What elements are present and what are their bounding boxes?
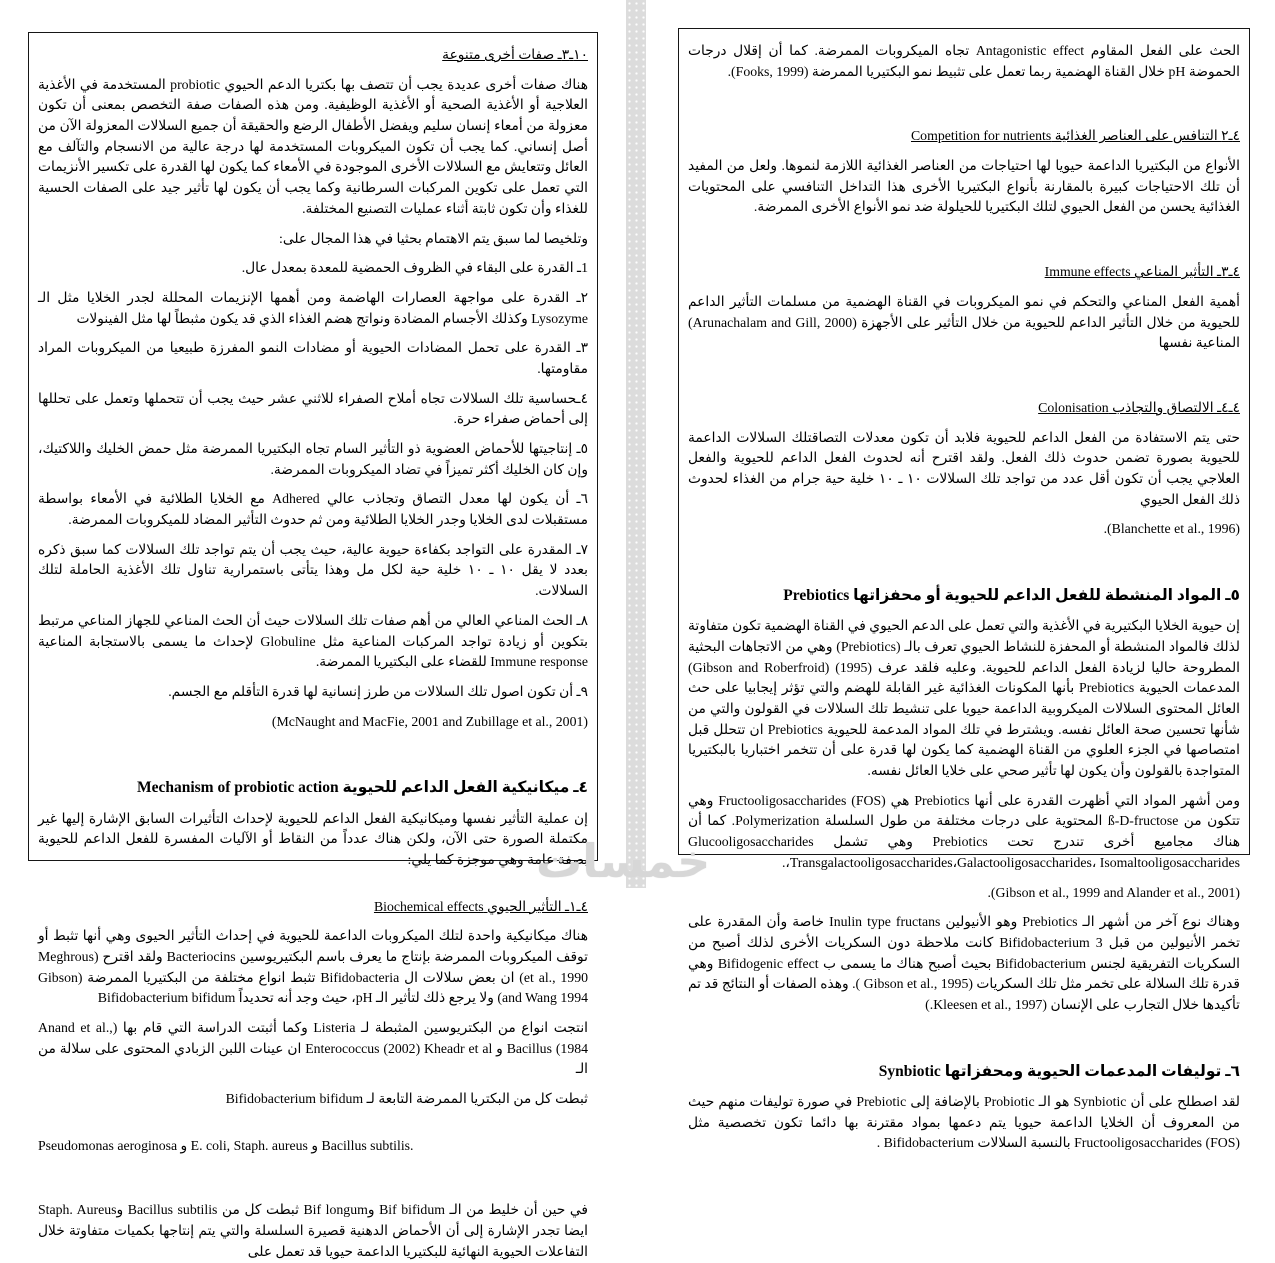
section-heading-underlined: ٤ـ٢ التنافس على العناصر الغذائية Competition for nutrients: [910, 128, 1240, 144]
paragraph: الأنواع من البكتيريا الداعمة حيويا لها احتياجات من العناصر الغذائية اللازمة لنموها. ولعل من المفيد أن تلك الاحتياجات كبيرة بالمقارنة بأنواع البكتيريا الأخرى هذا التداخل التنافسي على المحتويات الغذائية يحسن من الفعل الحيوي لتلك البكتيريا للحيلولة ضد نمو الأنواع الأخرى الممرضة.: [688, 158, 1240, 215]
section-heading-bold: ٤ـ ميكانيكية الفعل الداعم للحيوية Mechanism of probiotic action: [136, 779, 588, 797]
paragraph: هناك ميكانيكية واحدة لتلك الميكروبات الداعمة للحيوية في إحداث التأثير الحيوى وهي أنها تثبط أو توقف الميكروبات الممرضة بإنتاج ما يعرف باسم البكتيريوسين Bacteriocins ولقد اقترح (Meghrous et al., 1990) ان بعض سلالات ال Bifidobacteria تثبط انواع مختلفة من البكتيريا الممرضة (Gibson and Wang 1994) ولا يرجع ذلك لتأثير الـ pH، حيث وجد أنه تحديداً Bifidobacterium bifidum: [38, 928, 589, 1006]
paragraph: هناك صفات أخرى عديدة يجب أن تتصف بها بكتريا الدعم الحيوي probiotic المستخدمة في الأغذية العلاجية أو الأغذية الصحية أو الأغذية الوظيفية. ومن هذه الصفات صفة التخصص بمعنى أن تكون معزولة من أمعاء إنسان سليم ويفضل الأطفال الرضع والحقيقة أن جميع السلالات المعزولة الآن من أصل إنساني. كما يجب أن تكون الميكروبات المستخدمة لها درجة عالية من الانسجام والتآلف مع العائل وتتعايش مع السلالات الأخرى الموجودة في الأمعاء كما يكون لها القدرة على تكسير الأنزيمات التي تعمل على تكوين المركبات السرطانية وكما يجب أن يكون لها تأثير جيد على الصفات الحسية للغذاء وأن تكون ثابتة أثناء عمليات التصنيع المختلفة.: [38, 76, 588, 216]
paragraph: الحث على الفعل المقاوم Antagonistic effect تجاه الميكروبات الممرضة. كما أن إقلال درجات الحموضة pH خلال القناة الهضمية ربما تعمل على تثبيط نمو البكتيريا الممرضة (Fooks, 1999).: [688, 43, 1240, 79]
page-gap-strip: [626, 0, 646, 888]
section-heading-underlined: ١٠ـ٣ـ صفات أخرى متنوعة: [442, 47, 588, 62]
paragraph: أهمية الفعل المناعي والتحكم في نمو الميكروبات في القناة الهضمية من مسلمات التأثير الداعم للحيوية من خلال التأثير الداعم للحيوية من خلال التأثير على الأجهزة (Arunachalam and Gill, 2000) المناعية نفسها: [688, 293, 1240, 351]
khamsat-watermark: خمسات: [536, 834, 711, 888]
section-heading-underlined: ٤ـ٣ـ التأثير المناعي Immune effects: [1044, 264, 1240, 280]
section-heading-underlined: ٤ـ١ـ التأثير الحيوي Biochemical effects: [373, 898, 588, 914]
paragraph: ٨ـ الحث المناعي العالي من أهم صفات تلك السلالات حيث أن الحث المناعي للجهاز المناعي مرتبط بتكوين أو زيادة تواجد المركبات المناعية مثل Globuline لإحداث ما يسمى بالاستجابة المناعية Immune response للقضاء على البكتيريا الممرضة.: [38, 612, 588, 670]
paragraph: حتى يتم الاستفادة من الفعل الداعم للحيوية فلابد أن تكون معدلات التصاقتلك السلالات الداعمة للحيوية بصورة تضمن حدوث ذلك الفعل. ولقد اقترح أنه لحدوث الفعل الداعم للحيوية والفعل العلاجي يجب أن تكون أقل عدد من تواجد تلك السلالات ١٠ ـ ١٠ خلية حية جرام من الغذاء لحدوث ذلك الفعل الحيوي: [688, 429, 1240, 507]
paragraph: 1ـ القدرة على البقاء في الظروف الحمضية للمعدة بمعدل عال.: [241, 260, 588, 276]
paragraph: ٥ـ إنتاجيتها للأحماض العضوية ذو التأثير السام تجاه البكتيريا الممرضة مثل حمض الخليك واللاكتيك، وإن كان الخليك أكثر تميزاً في تضاد الميكروبات الممرضة.: [38, 441, 588, 477]
paragraph: ٦ـ أن يكون لها معدل التصاق وتجاذب عالي Adhered مع الخلايا الطلائية في الأمعاء بواسطة مستقبلات لدى الخلايا وجدر الخلايا الطلائية ومن ثم حدوث التأثير المضاد للميكروبات الممرضة.: [38, 491, 588, 528]
paragraph: ٧ـ المقدرة على التواجد بكفاءة حيوية عالية، حيث يجب أن يتم تواجد تلك السلالات كما سبق ذكره بعدد لا يقل ١٠ ـ ١٠ خلية حية لكل مل وهذا يتأتى باستمرارية تناول تلك الأغذية الحاملة لتلك السلالات.: [38, 541, 588, 599]
paragraph: وهناك نوع آخر من أشهر الـ Prebiotics وهو الأنيولين Inulin type fructans خاصة وأن المقدرة على تخمر الأنيولين من قبل 3 Bifidobacterium كانت ملاحظة دون السكريات الأخرى لذلك أصبح من السكريات التفريقية لجنس Bifidobacterium بحيث أصبح هناك ما يسمى ب Bifidogenic effect وهي قدرة تلك السلالة على تخمر مثل تلك السكريات (Gibson et al., 1995 ). وهذه الصفات أو النتائج قد تم تأكيدها خلال التجارب على الإنسان (Kleesen et al., 1997.): [688, 914, 1241, 1012]
page-left: [28, 32, 598, 1259]
section-heading-underlined: ٤ـ٤ـ الالتصاق والتجاذب Colonisation: [1038, 399, 1240, 415]
paragraph: ثبطت كل من البكتريا الممرضة التابعة لـ Bifidobacterium bifidum: [225, 1091, 588, 1107]
paragraph: ٤ـحساسية تلك السلالات تجاه أملاح الصفراء للاثني عشر حيث يجب أن تتحملها وتعمل على تحللها إلى أحماض صفراء حرة.: [38, 390, 588, 427]
paragraph: إن حيوية الخلايا البكتيرية في الأغذية والتي تعمل على الدعم الحيوي في القناة الهضمية تكون متفاوتة لذلك فالمواد المنشطة أو المحفزة للنشاط الحيوي تعرف بالـ (Prebiotics) وهي من الاتجاهات البحثية المطروحة حاليا لزيادة الفعل الداعم للحيوية. وعليه فلقد عرف (1995) (Gibson and Roberfroid) المدعمات الحيوية Prebiotics بأنها المكونات الغذائية غير القابلة للهضم والتي تؤثر إيجابيا على حث العائل المحتوى السلالات الميكروبية الداعمة حيويا على تنشيط تلك السلالات في القولون والتي من شأنها تحسين صحة العائل نفسه. ويشترط في تلك المواد المدعمة للحيوية Prebiotics ان تتحلل قبل امتصاصها في الجزء العلوي من القناة الهضمية كما يكون لها قدرة على أن تتخمر اختباريا بالبكتيريا المتواجدة بالقولون وأن يكون لها تأثير صحي على خلايا العائل نفسه.: [688, 618, 1241, 779]
paragraph: ومن أشهر المواد التي أظهرت القدرة على أنها Prebiotics هي Fructooligosaccharides (FOS) وهي تتكون من ß-D-fructose المحتوية على درجات مختلفة من طول السلسلة Polymerization. كما أن هناك مجاميع أخرى تندرج تحت Prebiotics وهي تشمل Glucooligosaccharides ،Transgalactooligosaccharides،Galactooligosaccharides، Isomaltooligosaccharides.: [688, 792, 1240, 870]
paragraph: لقد اصطلح على أن Synbiotic هو الـ Probiotic بالإضافة إلى Prebiotic في صورة توليفات منهم حيث من المعروف أن الخلايا الداعمة حيويا يتم دعمها بمواد مقترنة بها دائما تكون تخصصية مثل Fructooligosaccharides (FOS) بالنسبة السلالات Bifidobacterium .: [688, 1093, 1241, 1151]
paragraph: في حين أن خليط من الـ Bif bifidum وBif longum ثبطت كل من Bacillus subtilis وStaph. Aureus ايضا تجدر الإشارة إلى أن الأحماض الدهنية قصيرة السلسلة والتي يتم إنتاجها بكميات متفاوتة خلال التفاعلات الحيوية النهائية للبكتيريا الداعمة حيويا قد تعمل على: [38, 1202, 588, 1259]
paragraph: ٣ـ القدرة على تحمل المضادات الحيوية أو مضادات النمو المفرزة طبيعيا من الميكروبات المراد مقاومتها.: [38, 340, 588, 376]
citation: (Blanchette et al., 1996).: [1103, 521, 1240, 537]
paragraph: ٩ـ أن تكون اصول تلك السلالات من طرز إنسانية لها قدرة التأقلم مع الجسم.: [168, 683, 588, 699]
paragraph: وتلخيصا لما سبق يتم الاهتمام بحثيا في هذا المجال على:: [278, 230, 588, 246]
citation: (McNaught and MacFie, 2001 and Zubillage et al., 2001): [271, 713, 588, 729]
section-heading-bold: ٦ـ توليفات المدعمات الحيوية ومحفزاتها Synbiotic: [878, 1062, 1240, 1080]
paragraph: إن عملية التأثير نفسها وميكانيكية الفعل الداعم للحيوية لإحداث التأثيرات السابق الإشارة إليها غير مكتملة الصورة حتى الآن، ولكن هناك عدداً من النقاط أو الآليات المفسرة للفعل الداعم للحيوية بصفة عامة وهي موجزة كما يلي:: [38, 810, 588, 867]
paragraph: انتجت انواع من البكتريوسين المثبطة لـ Listeria وكما أثبتت الدراسة التي قام بها (Anand et al., 1984) Bacillus و Enterococcus (2002) Kheadr et al ان عينات اللبن الزبادي المحتوى على سلالة من الـ: [38, 1020, 589, 1077]
paragraph: ٢ـ القدرة على مواجهة العصارات الهاضمة ومن أهمها الإنزيمات المحللة لجدر الخلايا مثل الـ Lysozyme وكذلك الأجسام المضادة ونواتج هضم الغذاء الذي قد يكون مثبطاً لها مثل الفينولات: [38, 289, 588, 326]
section-heading-bold: ٥ـ المواد المنشطة للفعل الداعم للحيوية أو محفزاتها Prebiotics: [783, 587, 1240, 604]
page-right: [678, 28, 1250, 1151]
citation: (Gibson et al., 1999 and Alander et al., 2001).: [987, 884, 1240, 900]
paragraph: Pseudomonas aeroginosa و E. coli, Staph. aureus و Bacillus subtilis.: [38, 1137, 414, 1153]
